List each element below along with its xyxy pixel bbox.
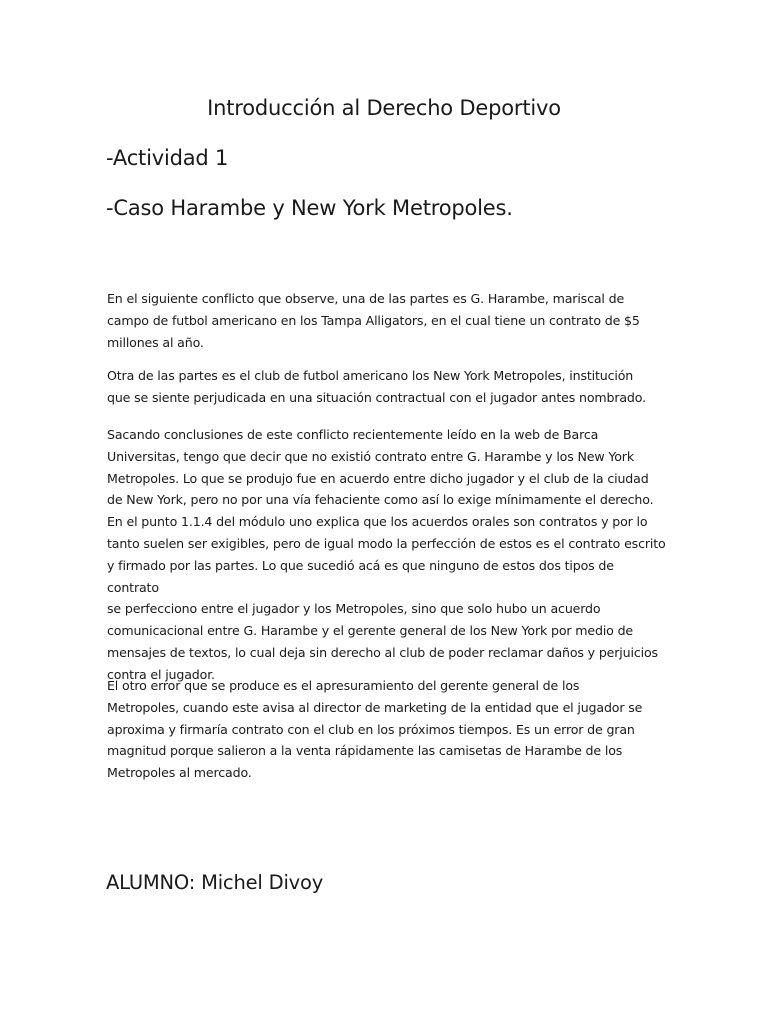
paragraph-2: Otra de las partes es el club de futbol americano los New York Metropoles, institución que se siente perjudicada en una situación contractual con el jugador antes nombrado. xyxy=(107,368,646,405)
paragraph-4: El otro error que se produce es el apresuramiento del gerente general de los Metropoles, cuando este avisa al director de marketing de la entidad que el jugador se aproxima y firmaría contrato con el club en los próximos tiempos. Es un error de gran magnitud porque salieron a la venta rápidamente las camisetas de Harambe de los Metropoles al mercado. xyxy=(107,678,643,781)
activity-heading: -Actividad 1 xyxy=(106,146,229,170)
document-title: Introducción al Derecho Deportivo xyxy=(207,96,561,120)
paragraph-3: Sacando conclusiones de este conflicto recientemente leído en la web de Barca Universitas, tengo que decir que no existió contrato entre G. Harambe y los New York Metropoles. Lo que se produjo fue en acuerdo entre dicho jugador y el club de la ciudad de New York, pero no por una vía fehaciente como así lo exige mínimamente el derecho. En el punto 1.1.4 del módulo uno explica que los acuerdos orales son contratos y por lo tanto suelen ser exigibles, pero de igual modo la perfección de estos es el contrato escrito y firmado por las partes. Lo que sucedió acá es que ninguno de estos dos tipos de contrato se perfecciono entre el jugador y los Metropoles, sino que solo hubo un acuerdo comunicacional entre G. Harambe y el gerente general de los New York por medio de mensajes de textos, lo cual deja sin derecho al club de poder reclamar daños y perjuicios contra el jugador. xyxy=(107,427,666,682)
case-heading: -Caso Harambe y New York Metropoles. xyxy=(106,196,513,220)
paragraph-1: En el siguiente conflicto que observe, una de las partes es G. Harambe, mariscal de campo de futbol americano en los Tampa Alligators, en el cual tiene un contrato de $5 millones al año. xyxy=(107,291,640,350)
student-name: ALUMNO: Michel Divoy xyxy=(106,871,324,894)
